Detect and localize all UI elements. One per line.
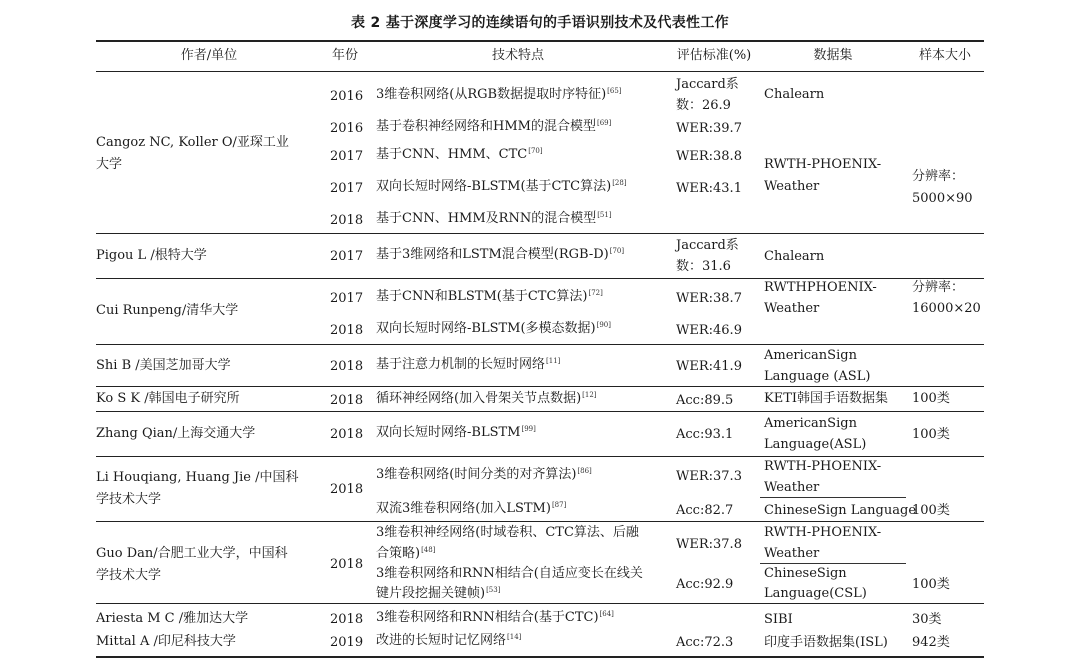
metric-cell: WER:37.3 bbox=[676, 469, 742, 484]
year-cell: 2017 bbox=[330, 181, 364, 196]
feature-cell: 循环神经网络(加入骨架关节点数据)[12] bbox=[376, 390, 597, 406]
dataset-cell: AmericanSign bbox=[764, 348, 857, 363]
feature-cell: 基于卷积神经网络和HMM的混合模型[69] bbox=[376, 118, 612, 134]
citation-ref: [70] bbox=[528, 146, 543, 155]
dataset-cell: Chalearn bbox=[764, 87, 825, 102]
author-cell: Ariesta M C /雅加达大学 bbox=[96, 611, 249, 626]
year-cell: 2018 bbox=[330, 393, 364, 408]
citation-ref: [86] bbox=[577, 466, 592, 475]
feature-cell: 3维卷积网络(时间分类的对齐算法)[86] bbox=[376, 466, 592, 482]
header-rule bbox=[96, 71, 984, 72]
year-cell: 2018 bbox=[330, 557, 364, 572]
feature-cell: 3维卷积网络(从RGB数据提取时序特征)[65] bbox=[376, 86, 622, 102]
citation-ref: [48] bbox=[421, 545, 436, 554]
feature-cell: 双向长短时网络-BLSTM(基于CTC算法)[28] bbox=[376, 178, 627, 194]
metric-cell: Acc:92.9 bbox=[676, 577, 734, 592]
header-dataset: 数据集 bbox=[813, 48, 853, 63]
size-cell: 100类 bbox=[912, 577, 950, 592]
citation-ref: [51] bbox=[597, 210, 612, 219]
dataset-cell: Language(CSL) bbox=[764, 586, 867, 601]
year-cell: 2017 bbox=[330, 149, 364, 164]
citation-ref: [72] bbox=[588, 288, 603, 297]
metric-cell: Acc:93.1 bbox=[676, 427, 734, 442]
author-cell: Cui Runpeng/清华大学 bbox=[96, 303, 239, 318]
author-cell: Cangoz NC, Koller O/亚琛工业 bbox=[96, 135, 289, 150]
year-cell: 2018 bbox=[330, 213, 364, 228]
metric-cell: 数：26.9 bbox=[676, 98, 731, 113]
dataset-cell: Weather bbox=[764, 301, 820, 316]
feature-cell: 合策略)[48] bbox=[376, 545, 436, 561]
year-cell: 2018 bbox=[330, 482, 364, 497]
citation-ref: [90] bbox=[596, 320, 611, 329]
metric-cell: Jaccard系 bbox=[676, 238, 739, 253]
feature-cell: 基于CNN和BLSTM(基于CTC算法)[72] bbox=[376, 288, 603, 304]
author-cell: Li Houqiang, Huang Jie /中国科 bbox=[96, 470, 299, 485]
dataset-cell: AmericanSign bbox=[764, 416, 857, 431]
citation-ref: [99] bbox=[521, 424, 536, 433]
feature-cell: 基于CNN、HMM及RNN的混合模型[51] bbox=[376, 210, 612, 226]
dataset-cell: RWTHPHOENIX- bbox=[764, 280, 877, 295]
year-cell: 2018 bbox=[330, 323, 364, 338]
author-cell: Guo Dan/合肥工业大学，中国科 bbox=[96, 546, 288, 561]
year-cell: 2016 bbox=[330, 121, 364, 136]
size-cell: 100类 bbox=[912, 391, 950, 406]
citation-ref: [87] bbox=[551, 500, 567, 509]
author-cell: Shi B /美国芝加哥大学 bbox=[96, 358, 231, 373]
metric-cell: 数：31.6 bbox=[676, 259, 731, 274]
dataset-cell: 印度手语数据集(ISL) bbox=[764, 635, 888, 650]
year-cell: 2019 bbox=[330, 635, 364, 650]
dataset-cell: RWTH-PHOENIX- bbox=[764, 525, 882, 540]
feature-cell: 改进的长短时记忆网络[14] bbox=[376, 632, 522, 648]
citation-ref: [64] bbox=[599, 609, 614, 618]
header-year: 年份 bbox=[331, 48, 358, 63]
author-cell: Mittal A /印尼科技大学 bbox=[96, 634, 236, 649]
feature-cell: 基于注意力机制的长短时网络[11] bbox=[376, 356, 561, 372]
dataset-cell: Language (ASL) bbox=[764, 369, 871, 384]
row-separator bbox=[96, 233, 984, 234]
metric-cell: WER:43.1 bbox=[676, 181, 742, 196]
year-cell: 2018 bbox=[330, 427, 364, 442]
feature-cell: 3维卷积网络和RNN相结合(基于CTC)[64] bbox=[376, 609, 614, 625]
feature-cell: 基于3维网络和LSTM混合模型(RGB-D)[70] bbox=[376, 246, 625, 262]
header-size: 样本大小 bbox=[918, 48, 971, 63]
year-cell: 2017 bbox=[330, 291, 364, 306]
header-author: 作者/单位 bbox=[180, 48, 238, 63]
citation-ref: [28] bbox=[612, 178, 627, 187]
metric-cell: WER:46.9 bbox=[676, 323, 742, 338]
author-cell: 学技术大学 bbox=[96, 492, 162, 507]
size-cell: 30类 bbox=[912, 612, 942, 627]
metric-cell: WER:38.7 bbox=[676, 291, 742, 306]
row-separator bbox=[96, 411, 984, 412]
author-cell: Ko S K /韩国电子研究所 bbox=[96, 391, 240, 406]
feature-cell: 键片段挖掘关键帧)[53] bbox=[376, 585, 501, 601]
size-cell: 100类 bbox=[912, 503, 950, 518]
feature-cell: 3维卷积网络和RNN相结合(自适应变长在线关 bbox=[376, 566, 643, 581]
table-caption: 表 2 基于深度学习的连续语句的手语识别技术及代表性工作 bbox=[351, 15, 729, 31]
metric-cell: Jaccard系 bbox=[676, 77, 739, 92]
metric-cell: WER:39.7 bbox=[676, 121, 742, 136]
header-metric: 评估标准(%) bbox=[676, 48, 752, 63]
dataset-cell: KETI韩国手语数据集 bbox=[764, 391, 889, 406]
size-cell: 分辨率： bbox=[912, 169, 965, 184]
dataset-cell: Language(ASL) bbox=[764, 437, 867, 452]
dataset-cell: RWTH-PHOENIX- bbox=[764, 459, 882, 474]
bottom-rule bbox=[96, 656, 984, 658]
dataset-cell: ChineseSign bbox=[764, 566, 847, 581]
size-cell: 16000×20 bbox=[912, 301, 981, 316]
top-rule bbox=[96, 40, 984, 42]
year-cell: 2017 bbox=[330, 249, 364, 264]
citation-ref: [11] bbox=[546, 356, 561, 365]
metric-cell: Acc:82.7 bbox=[676, 503, 734, 518]
feature-cell: 双向长短时网络-BLSTM[99] bbox=[376, 424, 536, 440]
header-feature: 技术特点 bbox=[491, 48, 544, 63]
dataset-cell: Weather bbox=[764, 546, 820, 561]
feature-cell: 3维卷积神经网络(时域卷积、CTC算法、后融 bbox=[376, 525, 639, 540]
dataset-cell: RWTH-PHOENIX- bbox=[764, 157, 882, 172]
metric-cell: WER:38.8 bbox=[676, 149, 742, 164]
size-cell: 5000×90 bbox=[912, 191, 973, 206]
size-cell: 100类 bbox=[912, 427, 950, 442]
size-cell: 942类 bbox=[912, 635, 950, 650]
author-cell: 大学 bbox=[96, 157, 123, 172]
citation-ref: [69] bbox=[596, 118, 612, 127]
feature-cell: 双向长短时网络-BLSTM(多模态数据)[90] bbox=[376, 320, 611, 336]
citation-ref: [14] bbox=[507, 632, 522, 641]
metric-cell: WER:41.9 bbox=[676, 359, 742, 374]
author-cell: 学技术大学 bbox=[96, 568, 162, 583]
dataset-cell: SIBI bbox=[764, 612, 793, 627]
dataset-cell: Weather bbox=[764, 480, 820, 495]
feature-cell: 基于CNN、HMM、CTC[70] bbox=[376, 146, 543, 162]
citation-ref: [65] bbox=[607, 86, 622, 95]
metric-cell: WER:37.8 bbox=[676, 537, 742, 552]
citation-ref: [12] bbox=[582, 390, 597, 399]
feature-cell: 双流3维卷积网络(加入LSTM)[87] bbox=[376, 500, 567, 516]
size-cell: 分辨率： bbox=[912, 280, 965, 295]
citation-ref: [53] bbox=[486, 585, 501, 594]
metric-cell: Acc:89.5 bbox=[676, 393, 734, 408]
dataset-cell: ChineseSign Language bbox=[764, 503, 917, 518]
author-cell: Pigou L /根特大学 bbox=[96, 248, 207, 263]
year-cell: 2018 bbox=[330, 612, 364, 627]
dataset-cell: Weather bbox=[764, 179, 820, 194]
citation-ref: [70] bbox=[609, 246, 625, 255]
metric-cell: Acc:72.3 bbox=[676, 635, 734, 650]
dataset-cell: Chalearn bbox=[764, 249, 825, 264]
year-cell: 2016 bbox=[330, 89, 364, 104]
author-cell: Zhang Qian/上海交通大学 bbox=[96, 426, 256, 441]
year-cell: 2018 bbox=[330, 359, 364, 374]
